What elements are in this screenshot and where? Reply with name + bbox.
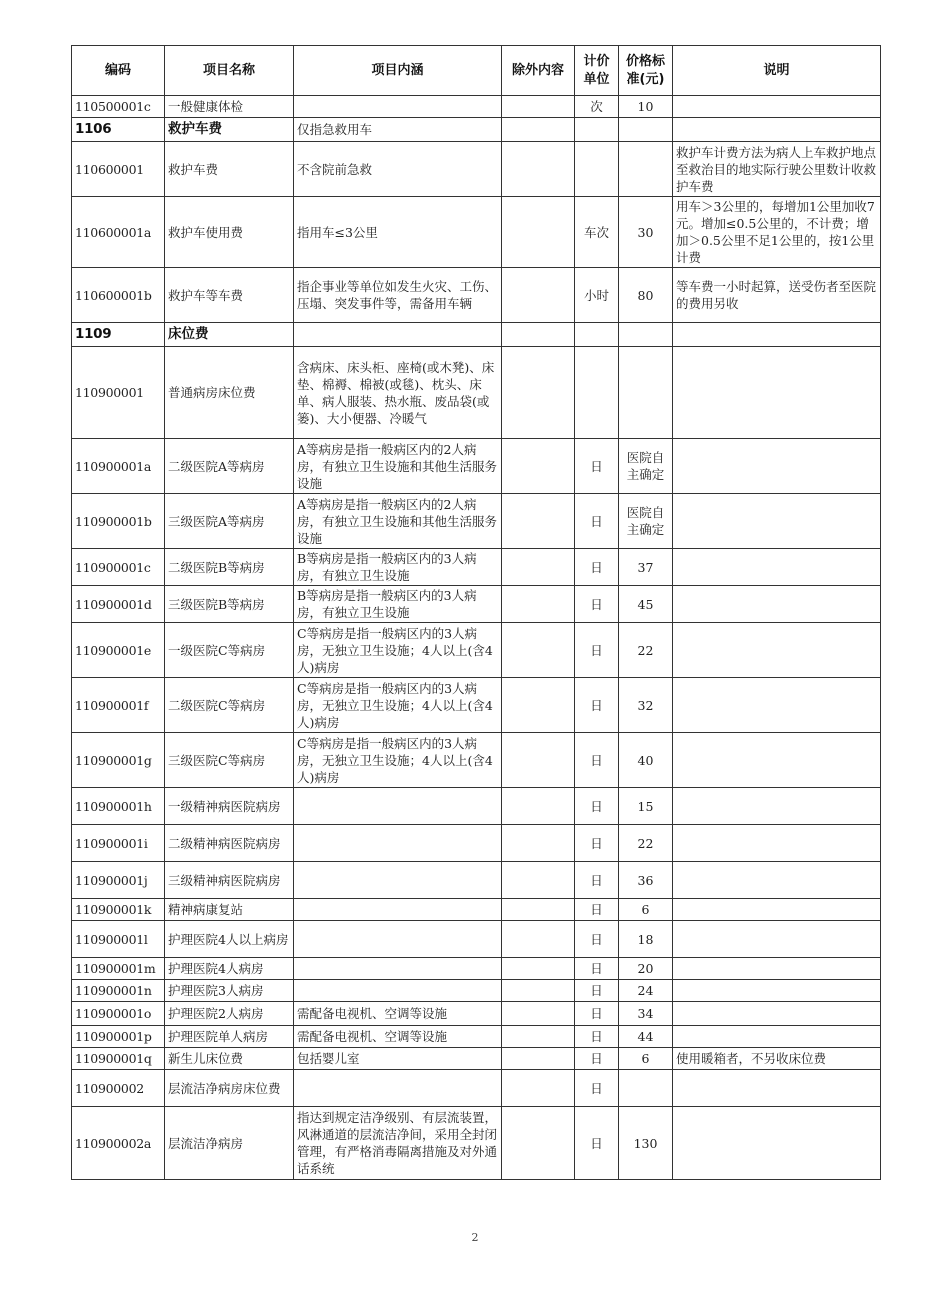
table-body bbox=[72, 96, 881, 1180]
cell-content bbox=[294, 958, 502, 980]
table-row bbox=[72, 439, 881, 494]
header-row bbox=[72, 46, 881, 96]
cell-name: 护理医院3人病房 bbox=[165, 980, 294, 1002]
cell-content: 指达到规定洁净级别、有层流装置，风淋通道的层流洁净间，采用全封闭管理，有严格消毒隔离措施及对外通话系统 bbox=[294, 1107, 502, 1180]
cell-content: C等病房是指一般病区内的3人病房，无独立卫生设施；4人以上(含4人)病房 bbox=[294, 678, 502, 733]
cell-name: 护理医院2人病房 bbox=[165, 1002, 294, 1026]
cell-excluded bbox=[502, 623, 575, 678]
cell-price: 22 bbox=[619, 623, 673, 678]
cell-name: 二级医院B等病房 bbox=[165, 549, 294, 586]
cell-content: A等病房是指一般病区内的2人病房，有独立卫生设施和其他生活服务设施 bbox=[294, 494, 502, 549]
cell-note bbox=[673, 439, 881, 494]
cell-code: 110900001j bbox=[72, 862, 165, 899]
cell-note bbox=[673, 549, 881, 586]
cell-code: 110900001b bbox=[72, 494, 165, 549]
cell-unit: 日 bbox=[575, 980, 619, 1002]
cell-excluded bbox=[502, 1048, 575, 1070]
cell-content bbox=[294, 899, 502, 921]
cell-note bbox=[673, 678, 881, 733]
cell-code: 1106 bbox=[72, 118, 165, 142]
cell-name: 床位费 bbox=[165, 323, 294, 347]
cell-excluded bbox=[502, 323, 575, 347]
cell-note: 用车＞3公里的，每增加1公里加收7元。增加≤0.5公里的，不计费；增加＞0.5公里不足1公里的，按1公里计费 bbox=[673, 197, 881, 268]
cell-name: 精神病康复站 bbox=[165, 899, 294, 921]
table-row bbox=[72, 1048, 881, 1070]
cell-note bbox=[673, 1070, 881, 1107]
cell-name: 救护车费 bbox=[165, 142, 294, 197]
cell-price: 36 bbox=[619, 862, 673, 899]
cell-unit: 小时 bbox=[575, 268, 619, 323]
cell-excluded bbox=[502, 197, 575, 268]
cell-excluded bbox=[502, 733, 575, 788]
cell-excluded bbox=[502, 96, 575, 118]
cell-content: 含病床、床头柜、座椅(或木凳)、床垫、棉褥、棉被(或毯)、枕头、床单、病人服装、热水瓶、废品袋(或篓)、大小便器、冷暖气 bbox=[294, 347, 502, 439]
cell-excluded bbox=[502, 1002, 575, 1026]
cell-excluded bbox=[502, 788, 575, 825]
header-excluded: 除外内容 bbox=[502, 46, 575, 96]
cell-name: 二级医院C等病房 bbox=[165, 678, 294, 733]
table-row bbox=[72, 958, 881, 980]
cell-price: 30 bbox=[619, 197, 673, 268]
cell-name: 层流洁净病房床位费 bbox=[165, 1070, 294, 1107]
cell-price: 15 bbox=[619, 788, 673, 825]
cell-code: 110900002a bbox=[72, 1107, 165, 1180]
cell-excluded bbox=[502, 118, 575, 142]
cell-price bbox=[619, 1070, 673, 1107]
cell-name: 三级医院B等病房 bbox=[165, 586, 294, 623]
cell-content bbox=[294, 862, 502, 899]
cell-name: 二级医院A等病房 bbox=[165, 439, 294, 494]
cell-excluded bbox=[502, 958, 575, 980]
cell-price: 医院自主确定 bbox=[619, 439, 673, 494]
cell-code: 110900001a bbox=[72, 439, 165, 494]
cell-unit: 日 bbox=[575, 1026, 619, 1048]
cell-name: 三级医院A等病房 bbox=[165, 494, 294, 549]
cell-price: 22 bbox=[619, 825, 673, 862]
cell-note bbox=[673, 980, 881, 1002]
cell-unit: 日 bbox=[575, 1107, 619, 1180]
cell-unit: 日 bbox=[575, 494, 619, 549]
cell-code: 110900001d bbox=[72, 586, 165, 623]
cell-excluded bbox=[502, 921, 575, 958]
cell-code: 1109 bbox=[72, 323, 165, 347]
table-row bbox=[72, 862, 881, 899]
header-name: 项目名称 bbox=[165, 46, 294, 96]
cell-content bbox=[294, 921, 502, 958]
cell-content bbox=[294, 96, 502, 118]
cell-content bbox=[294, 825, 502, 862]
cell-code: 110900001n bbox=[72, 980, 165, 1002]
table-row bbox=[72, 1070, 881, 1107]
table-row bbox=[72, 733, 881, 788]
cell-unit: 日 bbox=[575, 825, 619, 862]
cell-name: 三级精神病医院病房 bbox=[165, 862, 294, 899]
table-row bbox=[72, 197, 881, 268]
cell-name: 护理医院单人病房 bbox=[165, 1026, 294, 1048]
cell-unit bbox=[575, 142, 619, 197]
cell-price bbox=[619, 142, 673, 197]
table-row bbox=[72, 1107, 881, 1180]
cell-name: 护理医院4人以上病房 bbox=[165, 921, 294, 958]
cell-content bbox=[294, 980, 502, 1002]
cell-code: 110900001e bbox=[72, 623, 165, 678]
cell-content: 包括婴儿室 bbox=[294, 1048, 502, 1070]
header-price: 价格标准(元) bbox=[619, 46, 673, 96]
cell-note bbox=[673, 788, 881, 825]
cell-excluded bbox=[502, 862, 575, 899]
cell-excluded bbox=[502, 1026, 575, 1048]
cell-note: 救护车计费方法为病人上车救护地点至救治目的地实际行驶公里数计收救护车费 bbox=[673, 142, 881, 197]
cell-price bbox=[619, 118, 673, 142]
cell-excluded bbox=[502, 347, 575, 439]
table-row bbox=[72, 788, 881, 825]
price-table bbox=[71, 45, 881, 1180]
cell-name: 救护车费 bbox=[165, 118, 294, 142]
cell-unit: 日 bbox=[575, 549, 619, 586]
cell-unit: 日 bbox=[575, 1002, 619, 1026]
cell-note bbox=[673, 958, 881, 980]
cell-code: 110900001o bbox=[72, 1002, 165, 1026]
cell-note bbox=[673, 118, 881, 142]
table-row bbox=[72, 96, 881, 118]
cell-unit: 日 bbox=[575, 623, 619, 678]
section-row bbox=[72, 323, 881, 347]
cell-excluded bbox=[502, 142, 575, 197]
cell-content bbox=[294, 788, 502, 825]
cell-name: 普通病房床位费 bbox=[165, 347, 294, 439]
cell-price: 44 bbox=[619, 1026, 673, 1048]
header-note: 说明 bbox=[673, 46, 881, 96]
cell-price: 37 bbox=[619, 549, 673, 586]
cell-code: 110900001c bbox=[72, 549, 165, 586]
cell-name: 救护车使用费 bbox=[165, 197, 294, 268]
cell-content: 指用车≤3公里 bbox=[294, 197, 502, 268]
table-row bbox=[72, 1026, 881, 1048]
table-row bbox=[72, 623, 881, 678]
cell-content bbox=[294, 323, 502, 347]
cell-excluded bbox=[502, 549, 575, 586]
cell-content: 仅指急救用车 bbox=[294, 118, 502, 142]
cell-unit bbox=[575, 118, 619, 142]
cell-note bbox=[673, 825, 881, 862]
cell-unit: 日 bbox=[575, 958, 619, 980]
cell-note bbox=[673, 862, 881, 899]
cell-price: 20 bbox=[619, 958, 673, 980]
cell-content bbox=[294, 1070, 502, 1107]
cell-unit: 日 bbox=[575, 921, 619, 958]
cell-code: 110900001 bbox=[72, 347, 165, 439]
cell-unit bbox=[575, 347, 619, 439]
cell-excluded bbox=[502, 268, 575, 323]
cell-note bbox=[673, 586, 881, 623]
cell-note bbox=[673, 1002, 881, 1026]
table-row bbox=[72, 678, 881, 733]
cell-name: 一级医院C等病房 bbox=[165, 623, 294, 678]
table-row bbox=[72, 268, 881, 323]
table-row bbox=[72, 494, 881, 549]
cell-note bbox=[673, 1107, 881, 1180]
cell-excluded bbox=[502, 439, 575, 494]
cell-price: 18 bbox=[619, 921, 673, 958]
page-number: 2 bbox=[471, 1231, 479, 1244]
cell-unit: 日 bbox=[575, 1048, 619, 1070]
cell-code: 110600001a bbox=[72, 197, 165, 268]
cell-code: 110900001f bbox=[72, 678, 165, 733]
cell-code: 110900001i bbox=[72, 825, 165, 862]
cell-excluded bbox=[502, 899, 575, 921]
cell-name: 护理医院4人病房 bbox=[165, 958, 294, 980]
cell-unit: 日 bbox=[575, 1070, 619, 1107]
cell-excluded bbox=[502, 586, 575, 623]
cell-price: 10 bbox=[619, 96, 673, 118]
cell-unit: 日 bbox=[575, 788, 619, 825]
cell-note: 等车费一小时起算，送受伤者至医院的费用另收 bbox=[673, 268, 881, 323]
cell-excluded bbox=[502, 980, 575, 1002]
cell-unit: 日 bbox=[575, 862, 619, 899]
table-row bbox=[72, 980, 881, 1002]
section-row bbox=[72, 118, 881, 142]
cell-price: 6 bbox=[619, 899, 673, 921]
cell-price: 45 bbox=[619, 586, 673, 623]
cell-content: C等病房是指一般病区内的3人病房，无独立卫生设施；4人以上(含4人)病房 bbox=[294, 733, 502, 788]
cell-price: 34 bbox=[619, 1002, 673, 1026]
cell-content: 不含院前急救 bbox=[294, 142, 502, 197]
table-row bbox=[72, 1002, 881, 1026]
cell-price: 医院自主确定 bbox=[619, 494, 673, 549]
cell-excluded bbox=[502, 1070, 575, 1107]
cell-content: B等病房是指一般病区内的3人病房，有独立卫生设施 bbox=[294, 586, 502, 623]
cell-price: 6 bbox=[619, 1048, 673, 1070]
cell-content: A等病房是指一般病区内的2人病房，有独立卫生设施和其他生活服务设施 bbox=[294, 439, 502, 494]
cell-name: 层流洁净病房 bbox=[165, 1107, 294, 1180]
cell-code: 110900001g bbox=[72, 733, 165, 788]
table-row bbox=[72, 549, 881, 586]
cell-price bbox=[619, 347, 673, 439]
header-content: 项目内涵 bbox=[294, 46, 502, 96]
cell-unit: 日 bbox=[575, 586, 619, 623]
cell-code: 110900001h bbox=[72, 788, 165, 825]
cell-note bbox=[673, 1026, 881, 1048]
cell-unit: 次 bbox=[575, 96, 619, 118]
cell-name: 救护车等车费 bbox=[165, 268, 294, 323]
cell-note bbox=[673, 323, 881, 347]
table-row bbox=[72, 825, 881, 862]
cell-price: 80 bbox=[619, 268, 673, 323]
cell-content: B等病房是指一般病区内的3人病房，有独立卫生设施 bbox=[294, 549, 502, 586]
table-row bbox=[72, 347, 881, 439]
header-unit: 计价单位 bbox=[575, 46, 619, 96]
cell-content: 需配备电视机、空调等设施 bbox=[294, 1002, 502, 1026]
cell-name: 新生儿床位费 bbox=[165, 1048, 294, 1070]
cell-unit bbox=[575, 323, 619, 347]
cell-unit: 日 bbox=[575, 439, 619, 494]
cell-excluded bbox=[502, 1107, 575, 1180]
cell-price bbox=[619, 323, 673, 347]
cell-note bbox=[673, 921, 881, 958]
cell-content: 需配备电视机、空调等设施 bbox=[294, 1026, 502, 1048]
cell-name: 一般健康体检 bbox=[165, 96, 294, 118]
cell-note bbox=[673, 623, 881, 678]
table-row bbox=[72, 586, 881, 623]
table-row bbox=[72, 142, 881, 197]
cell-name: 一级精神病医院病房 bbox=[165, 788, 294, 825]
cell-code: 110900001k bbox=[72, 899, 165, 921]
cell-code: 110500001c bbox=[72, 96, 165, 118]
cell-price: 32 bbox=[619, 678, 673, 733]
cell-name: 二级精神病医院病房 bbox=[165, 825, 294, 862]
cell-unit: 车次 bbox=[575, 197, 619, 268]
cell-note bbox=[673, 733, 881, 788]
cell-code: 110600001b bbox=[72, 268, 165, 323]
cell-code: 110900002 bbox=[72, 1070, 165, 1107]
cell-note bbox=[673, 347, 881, 439]
cell-unit: 日 bbox=[575, 678, 619, 733]
cell-excluded bbox=[502, 678, 575, 733]
cell-excluded bbox=[502, 825, 575, 862]
cell-note: 使用暖箱者，不另收床位费 bbox=[673, 1048, 881, 1070]
cell-content: C等病房是指一般病区内的3人病房，无独立卫生设施；4人以上(含4人)病房 bbox=[294, 623, 502, 678]
cell-price: 40 bbox=[619, 733, 673, 788]
cell-excluded bbox=[502, 494, 575, 549]
cell-code: 110600001 bbox=[72, 142, 165, 197]
cell-unit: 日 bbox=[575, 899, 619, 921]
cell-price: 24 bbox=[619, 980, 673, 1002]
cell-code: 110900001l bbox=[72, 921, 165, 958]
cell-note bbox=[673, 899, 881, 921]
cell-unit: 日 bbox=[575, 733, 619, 788]
table-row bbox=[72, 899, 881, 921]
table-row bbox=[72, 921, 881, 958]
cell-code: 110900001q bbox=[72, 1048, 165, 1070]
cell-code: 110900001p bbox=[72, 1026, 165, 1048]
cell-name: 三级医院C等病房 bbox=[165, 733, 294, 788]
cell-price: 130 bbox=[619, 1107, 673, 1180]
cell-code: 110900001m bbox=[72, 958, 165, 980]
cell-note bbox=[673, 96, 881, 118]
cell-note bbox=[673, 494, 881, 549]
cell-content: 指企事业等单位如发生火灾、工伤、压塌、突发事件等，需备用车辆 bbox=[294, 268, 502, 323]
header-code: 编码 bbox=[72, 46, 165, 96]
